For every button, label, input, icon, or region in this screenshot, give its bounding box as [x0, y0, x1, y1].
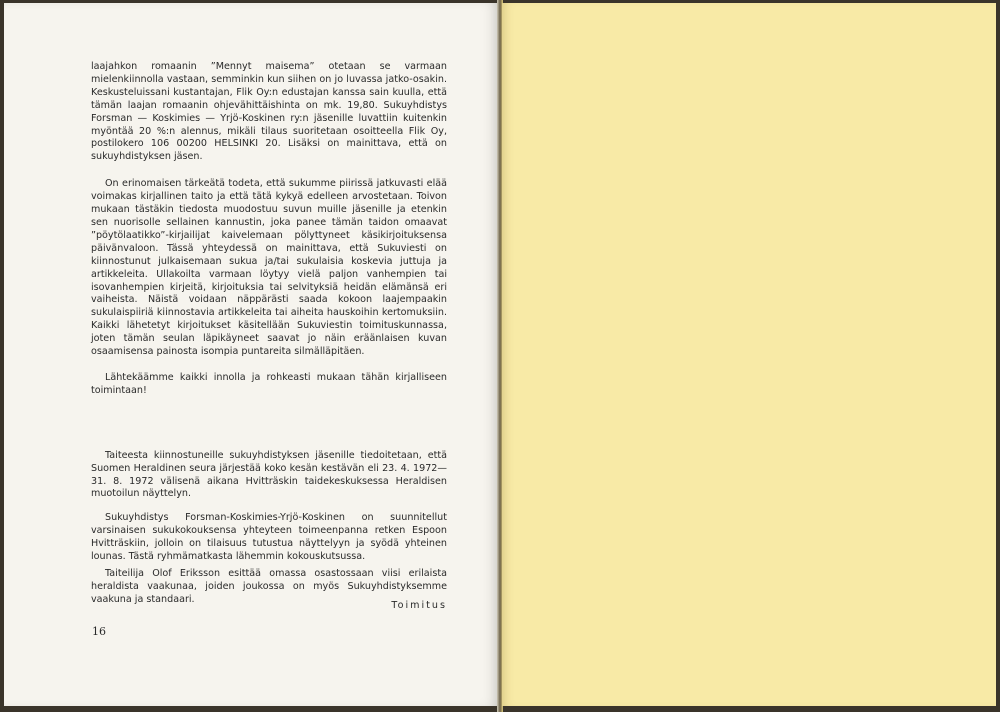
page-number: 16: [92, 625, 106, 638]
paragraph-excursion: Sukuyhdistys Forsman-Koskimies-Yrjö-Koskinen on suunnitellut varsinaisen sukukokouksensa yhteyteen toimeenpanna retken Espoon Hvitträskiin, jolloin on tilaisuus tutustua näyttelyyn ja syödä yhteinen lounas. Tästä ryhmämatkasta lähemmin kokouskutsussa.: [91, 512, 447, 563]
right-page-blank: [502, 3, 996, 706]
paragraph-artist-coats-of-arms: Taiteilija Olof Eriksson esittää omassa osastossaan viisi erilaista heraldista vaakunaa, joiden joukossa on myös Sukuyhdistyksemme vaakuna ja standaari.: [91, 568, 447, 605]
paragraph-heraldic-exhibition: Taiteesta kiinnostuneille sukuyhdistyksen jäsenille tiedoitetaan, että Suomen Heraldinen seura järjestää koko kesän kestävän eli 23. 4. 1972—31. 8. 1972 välisenä aikana Hvitträskin taidekeskuksessa Heraldisen muotoilun näyttelyn.: [91, 449, 447, 500]
left-page: [4, 3, 499, 706]
article-text: [91, 61, 447, 607]
paragraph-call-to-action: Lähtekäämme kaikki innolla ja rohkeasti mukaan tähän kirjalliseen toimintaan!: [91, 371, 447, 396]
paragraph-novel-offer: laajahkon romaanin ”Mennyt maisema” otetaan se varmaan mielenkiinnolla vastaan, semminkin kun siihen on jo luvassa jatko-osakin. Keskusteluissani kustantajan, Flik Oy:n edustajan kanssa sain kuulla, että tämän laajan romaanin ohjevähittäishinta on mk. 19,80. Sukuyhdistys Forsman — Koskimies — Yrjö-Koskinen ry:n jäsenille luvattiin kuitenkin myöntää 20 %:n alennus, mikäli tilaus suoritetaan osoitteella Flik Oy, postilokero 106 00200 HELSINKI 20. Lisäksi on mainittava, että on sukuyhdistyksen jäsen.: [91, 61, 447, 163]
signature: Toimitus: [391, 600, 447, 611]
paragraph-literary-talent: On erinomaisen tärkeätä todeta, että sukumme piirissä jatkuvasti elää voimakas kirjallinen taito ja että tätä kykyä edelleen arvostetaan. Toivon mukaan tästäkin tiedosta muodostuu suvun muille jäsenille ja etenkin sen nuorisolle sellainen kannustin, joka panee tämän taidon omaavat ”pöytölaatikko”-kirjailijat kaivelemaan pölyttyneet käsikirjoituksensa päivänvaloon. Tässä yhteydessä on mainittava, että Sukuviesti on kiinnostunut julkaisemaan sukua ja/tai sukulaisia koskevia juttuja ja artikkeleita. Ullakoilta varmaan löytyy vielä paljon vanhempien tai isovanhempien kirjeitä, kirjoituksia tai selvityksiä heidän elämänsä eri vaiheista. Näistä voidaan näppärästi saada kokoon laajempaakin sukulaispiiriä kiinnostavia artikkeleita tai aiheita hauskoihin kertomuksiin. Kaikki lähetetyt kirjoitukset käsitellään Sukuviestin toimituskunnassa, joten tämän seulan läpikäyneet saavat jo näin eräänlaisen kuvan osaamisensa painosta isompia puntareita silmälläpitäen.: [91, 178, 447, 358]
